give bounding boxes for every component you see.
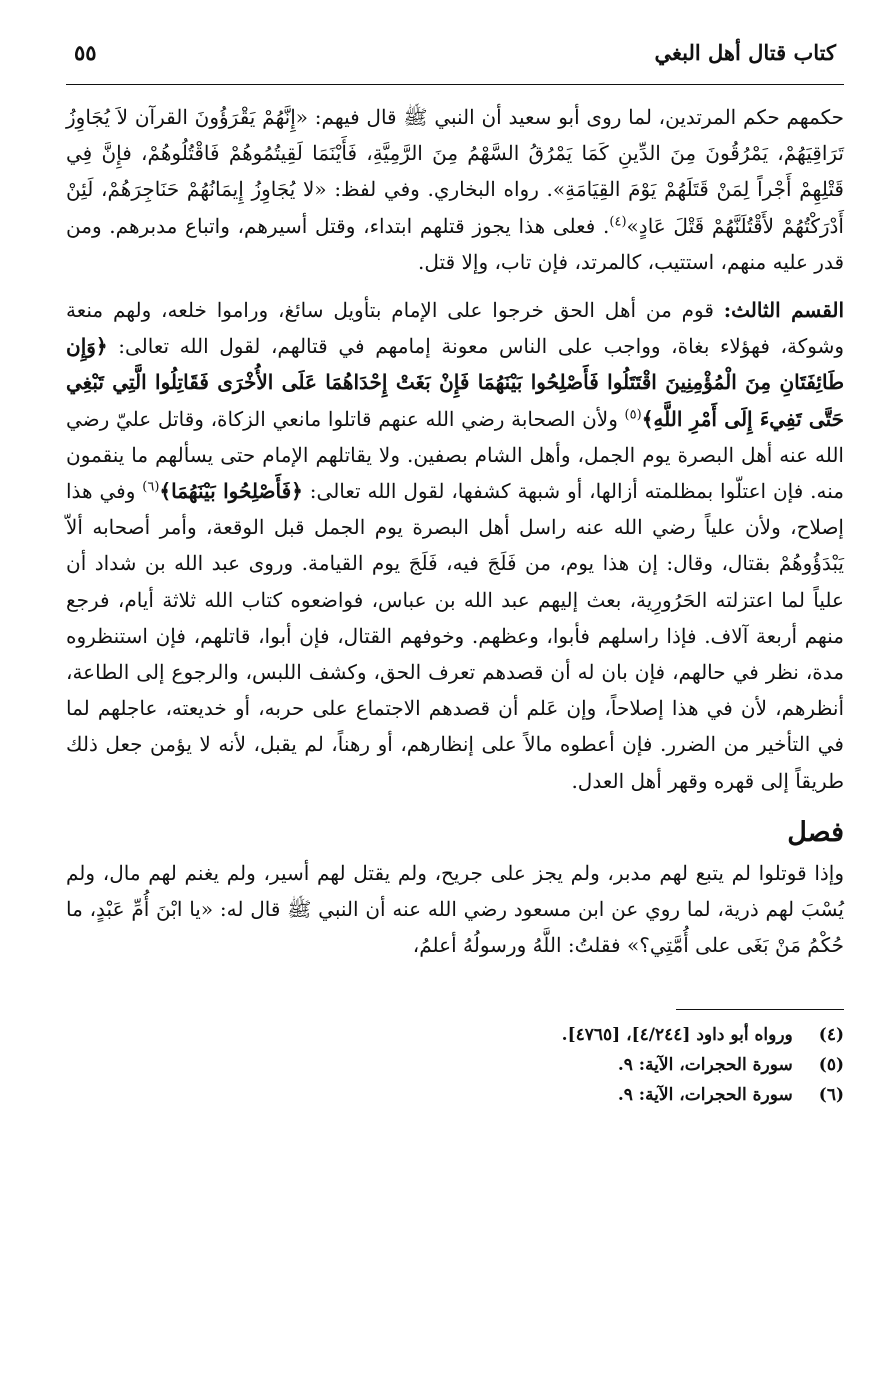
footnote-item (66, 1020, 844, 1050)
quran-verse-1: ﴿وَإِن طَائِفَتَانِ مِنَ الْمُؤْمِنِينَ اقْتَتَلُوا فَأَصْلِحُوا بَيْنَهُمَا فَإِنْ بَغَتْ إِحْدَاهُمَا عَلَى الأُخْرَى فَقَاتِلُوا الَّتِي تَبْغِي حَتَّى تَفِيءَ إِلَى أَمْرِ اللَّهِ﴾ (66, 334, 844, 431)
paragraph-3 (66, 855, 844, 964)
footnote-ref-6: (٦) (142, 479, 160, 495)
footnote-number: (٤) (818, 1025, 844, 1046)
header-rule (66, 84, 844, 85)
paragraph-1-text: حكمهم حكم المرتدين، لما روى أبو سعيد أن النبي ﷺ قال فيهم: «إِنَّهُمْ يَقْرَؤُونَ القرآن لاَ يُجَاوِزُ تَرَاقِيَهُمْ، يَمْرُقُونَ مِنَ الدِّينِ كَمَا يَمْرُقُ السَّهْمُ مِنَ الرَّمِيَّةِ، فَأَيْنَمَا لَقِيتُمُوهُمْ فَاقْتُلُوهُمْ، فإِنَّ فِي قَتْلِهِمْ أَجْراً لِمَنْ قَتَلَهُمْ يَوْمَ القِيَامَةِ». رواه البخاري. وفي لفظ: «لا يُجَاوِزُ إِيمَانُهُمْ حَنَاجِرَهُمْ، لَئِنْ أَدْرَكْتُهُمْ لأَقْتُلَنَّهُمْ قَتْلَ عَادٍ» (66, 105, 845, 238)
footnote-text: سورة الحجرات، الآية: ٩. (617, 1055, 793, 1076)
paragraph-1 (66, 99, 844, 280)
book-page (66, 40, 844, 1110)
footnote-text: سورة الحجرات، الآية: ٩. (617, 1085, 793, 1106)
footnote-number: (٥) (818, 1055, 844, 1076)
page-number: ٥٥ (74, 40, 97, 65)
paragraph-2 (66, 292, 844, 799)
section-label: القسم الثالث: (723, 298, 844, 323)
quran-verse-2: ﴿فَأَصْلِحُوا بَيْنَهُمَا﴾ (159, 479, 303, 504)
footnotes (66, 1020, 844, 1110)
running-header (66, 40, 844, 84)
chapter-title: كتاب قتال أهل البغي (654, 40, 836, 65)
paragraph-2-text-after: وفي هذا إصلاح، ولأن علياً رضي الله عنه راسل أهل البصرة يوم الجمل قبل الوقعة، وأمر أصحابه ألاّ يَبْدَؤُوهُمْ بقتال، وقال: إن هذا يوم، من فَلَجَ فيه، فَلَجَ يوم القيامة. وروى عبد الله بن شداد أن علياً لما اعتزلته الحَرُورِية، بعث إليهم عبد الله بن عباس، فواضعوه كتاب الله ثلاثة أيام، فرجع منهم أربعة آلاف. فإذا راسلهم فأبوا، وعظهم. وخوفهم القتال، فإن أبوا، قاتلهم، فإن استنظروه مدة، نظر في حالهم، فإن بان له أن قصدهم تعرف الحق، وكشف اللبس، والرجوع إلى الطاعة، أنظرهم، لأن في هذا إصلاحاً، وإن عَلم أن قصدهم الاجتماع على حربه، أو خديعته، عاجلهم لما في التأخير من الضرر. فإن أعطوه مالاً على إنظارهم، أو رهناً، لم يقبل، لأنه لا يؤمن جعل ذلك طريقاً إلى قهره وقهر أهل العدل. (66, 479, 844, 793)
footnote-ref-5: (٥) (624, 406, 642, 422)
paragraph-2-text-middle: ولأن الصحابة رضي الله عنهم قاتلوا مانعي الزكاة، وقاتل عليّ رضي الله عنه أهل البصرة يوم الجمل، وأهل الشام بصفين. ولا يقاتلهم الإمام حتى يسألهم ما ينقمون منه. فإن اعتلّوا بمظلمته أزالها، أو شبهة كشفها، لقول الله تعالى: (66, 406, 844, 504)
paragraph-2-text-before: قوم من أهل الحق خرجوا على الإمام بتأويل سائغ، وراموا خلعه، ولهم منعة وشوكة، فهؤلاء بغاة، وواجب على الناس معونة إمامهم في قتالهم، لقول الله تعالى: (66, 298, 845, 359)
footnote-number: (٦) (818, 1085, 844, 1106)
footnote-item (66, 1050, 844, 1080)
footnote-item (66, 1080, 844, 1110)
footnote-text: ورواه أبو داود [٤/٢٤٤]، [٤٧٦٥]. (561, 1025, 793, 1046)
footnote-rule (676, 1009, 844, 1010)
footnote-ref-4: (٤) (609, 213, 627, 229)
section-heading: فصل (787, 816, 844, 848)
paragraph-1-text-after: . فعلى هذا يجوز قتلهم ابتداء، وقتل أسيرهم، واتباع مدبرهم. ومن قدر عليه منهم، استتيب، كالمرتد، فإن تاب، وإلا قتل. (66, 213, 844, 274)
paragraph-3-text: وإذا قوتلوا لم يتبع لهم مدبر، ولم يجز على جريح، ولم يقتل لهم أسير، ولم يغنم لهم مال، ولم يُسْبَ لهم ذرية، لما روي عن ابن مسعود رضي الله عنه أن النبي ﷺ قال له: «يا ابْنَ أُمِّ عَبْدٍ، ما حُكْمُ مَنْ بَغَى على أُمَّتِي؟» فقلتُ: اللَّهُ ورسولُهُ أعلمُ، (66, 860, 844, 958)
